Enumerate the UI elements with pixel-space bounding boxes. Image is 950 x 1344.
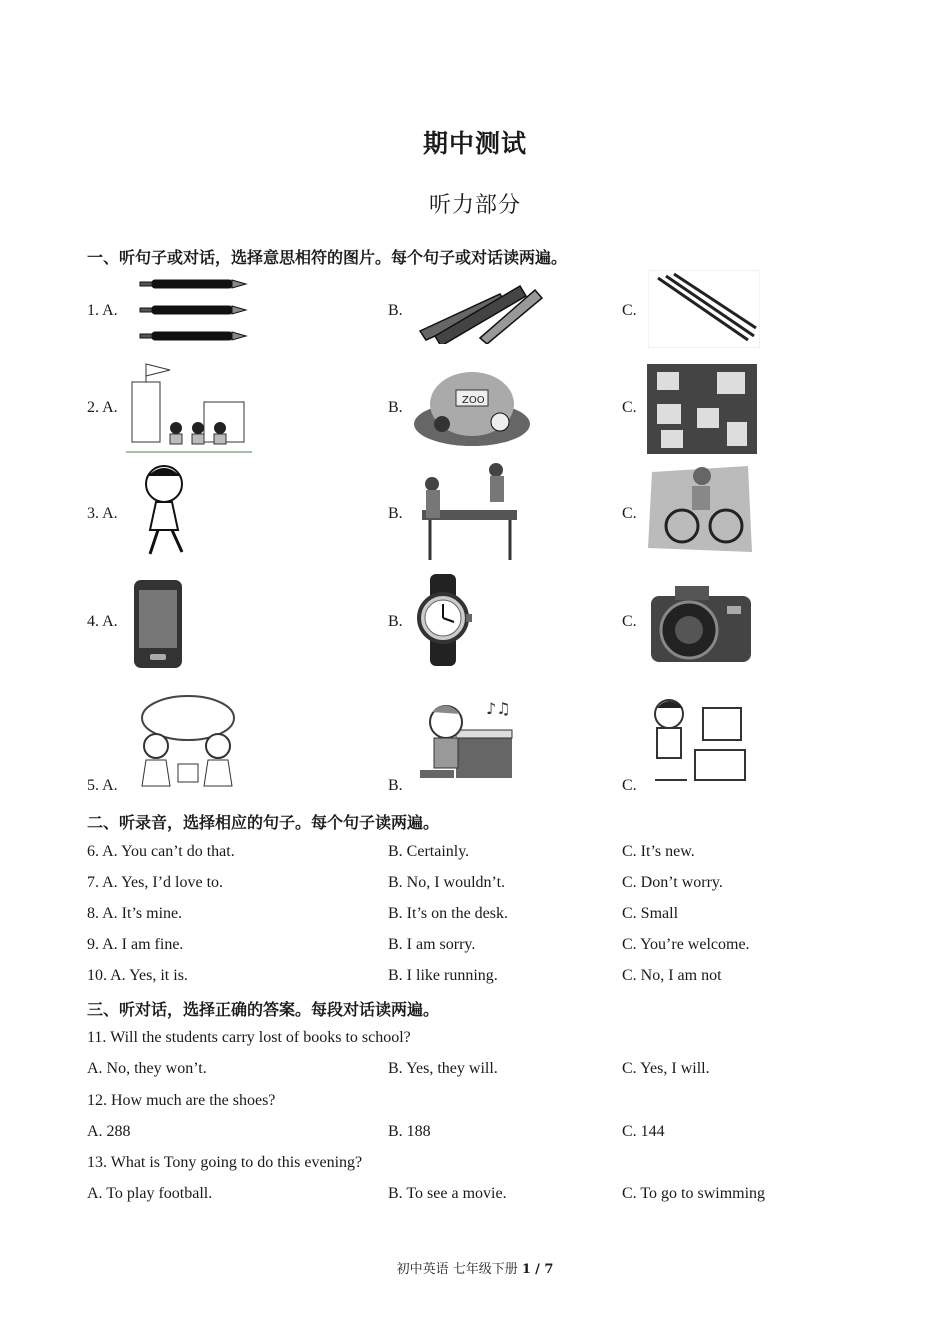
q13-c: C. To go to swimming [622, 1185, 766, 1202]
q8-a: 8. A. It’s mine. [87, 905, 183, 922]
ping-pong-icon [412, 460, 522, 562]
q9-a: 9. A. I am fine. [87, 936, 184, 953]
svg-text:ZOO: ZOO [462, 395, 485, 406]
q2-a-label: 2. A. [87, 399, 118, 416]
q11-c: C. Yes, I will. [622, 1060, 710, 1077]
airport-icon [647, 364, 757, 454]
fountain-pens-icon [130, 272, 250, 350]
q4-a-label: 4. A. [87, 613, 118, 630]
q1-a-label: 1. A. [87, 302, 118, 319]
q11-b: B. Yes, they will. [388, 1060, 498, 1077]
q10-c: C. No, I am not [622, 967, 722, 984]
q3-c-label: C. [622, 505, 637, 522]
q4-c-label: C. [622, 613, 637, 630]
camera-icon [645, 578, 757, 668]
q10-b: B. I like running. [388, 967, 498, 984]
q7-a: 7. A. Yes, I’d love to. [87, 874, 224, 891]
q12-b: B. 188 [388, 1123, 431, 1140]
q13-b: B. To see a movie. [388, 1185, 507, 1202]
pencils-icon [648, 270, 760, 348]
zoo-icon [412, 364, 532, 452]
computer-icon [645, 692, 749, 790]
q11-a: A. No, they won’t. [87, 1060, 207, 1077]
page-footer [0, 1258, 950, 1277]
q11-question: 11. Will the students carry lost of books to school? [87, 1029, 411, 1046]
q12-a: A. 288 [87, 1123, 131, 1140]
q6-c: C. It’s new. [622, 843, 695, 860]
q3-b-label: B. [388, 505, 403, 522]
q2-c-label: C. [622, 399, 637, 416]
q1-b-label: B. [388, 302, 403, 319]
q9-c: C. You’re welcome. [622, 936, 750, 953]
q9-b: B. I am sorry. [388, 936, 476, 953]
q10-a: 10. A. Yes, it is. [87, 967, 188, 984]
svg-text:♪♫: ♪♫ [486, 699, 511, 718]
q1-c-label: C. [622, 302, 637, 319]
q3-a-label: 3. A. [87, 505, 118, 522]
crayons-icon [410, 276, 550, 344]
q6-b: B. Certainly. [388, 843, 470, 860]
q8-b: B. It’s on the desk. [388, 905, 508, 922]
q2-b-label: B. [388, 399, 403, 416]
piano-icon [412, 692, 518, 790]
page-title: 期中测试 [422, 131, 527, 158]
page-subtitle: 听力部分 [428, 192, 521, 217]
section3-heading: 三、听对话，选择正确的答案。每段对话读两遍。 [87, 1000, 440, 1019]
q7-c: C. Don’t worry. [622, 874, 723, 891]
q12-question: 12. How much are the shoes? [87, 1092, 276, 1109]
school-children-icon [124, 362, 254, 454]
q6-a: 6. A. You can’t do that. [87, 843, 235, 860]
cycling-icon [648, 462, 754, 556]
picnic-icon [126, 692, 250, 790]
q13-question: 13. What is Tony going to do this evening? [87, 1154, 363, 1171]
running-boy-icon [132, 460, 198, 560]
footer-page-total: / 7 [535, 1262, 554, 1277]
section2-heading: 二、听录音，选择相应的句子。每个句子读两遍。 [87, 813, 440, 832]
q13-a: A. To play football. [87, 1185, 213, 1202]
footer-page-number: 1 [521, 1262, 531, 1277]
q5-c-label: C. [622, 777, 637, 794]
q8-c: C. Small [622, 905, 679, 922]
q5-b-label: B. [388, 777, 403, 794]
wristwatch-icon [416, 574, 478, 666]
mobile-phone-icon [132, 578, 184, 670]
q7-b: B. No, I wouldn’t. [388, 874, 506, 891]
section1-heading: 一、听句子或对话，选择意思相符的图片。每个句子或对话读两遍。 [87, 248, 568, 267]
q4-b-label: B. [388, 613, 403, 630]
q5-a-label: 5. A. [87, 777, 118, 794]
q12-c: C. 144 [622, 1123, 665, 1140]
footer-course: 初中英语 七年级下册 [396, 1262, 518, 1277]
